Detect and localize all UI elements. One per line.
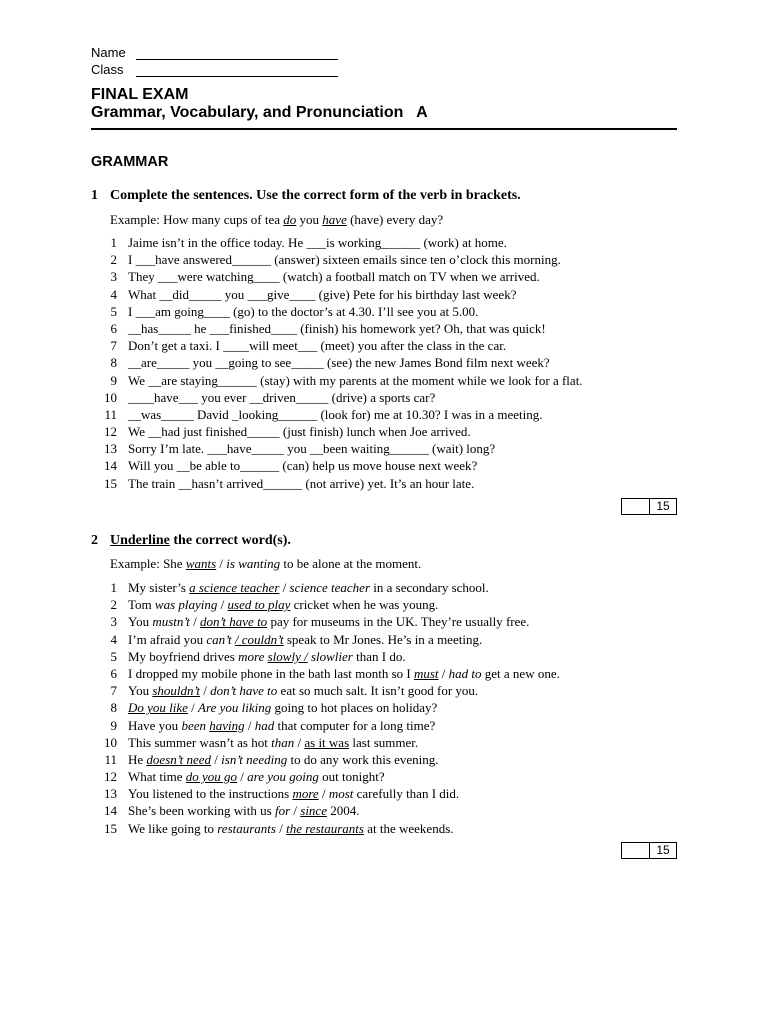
exam-subtitle-text: Grammar, Vocabulary, and Pronunciation A [91, 104, 428, 121]
text-segment: Example: How many cups of tea [110, 212, 284, 227]
text-segment: He [128, 751, 147, 767]
question-item [91, 596, 691, 613]
item-number: 15 [104, 820, 117, 836]
text-segment: / [290, 803, 301, 819]
text-segment: What time [128, 769, 186, 785]
item-text [128, 768, 385, 785]
q2-score-input[interactable] [622, 843, 650, 858]
item-number: 3 [110, 614, 117, 630]
text-segment: My sister’s [128, 580, 190, 595]
text-segment: Example: She [110, 556, 186, 571]
text-segment: You [128, 683, 153, 699]
question-item [91, 579, 691, 596]
item-text: __are_____ you __going to see_____ (see) the new James Bond film next week? [128, 355, 550, 371]
answer-option[interactable]: are you going [247, 769, 319, 785]
item-number: 7 [110, 683, 117, 699]
answer-option[interactable]: science teacher [289, 580, 370, 595]
text-segment: at the weekends. [363, 820, 454, 836]
text-segment: / [438, 665, 449, 681]
item-number: 1 [110, 580, 117, 595]
text-segment: last summer. [349, 734, 419, 750]
item-number: 6 [110, 320, 117, 336]
q1-instruction: Complete the sentences. Use the correct form of the verb in brackets. [110, 188, 521, 203]
text-segment: Have you [128, 717, 182, 733]
text-segment: / [189, 614, 201, 630]
item-number: 10 [104, 389, 117, 405]
answer-option[interactable]: been [181, 717, 210, 733]
question-item [91, 457, 691, 474]
text-segment: / [217, 597, 228, 613]
question-item [91, 768, 691, 785]
answer-option-underlined[interactable]: having [209, 717, 245, 733]
header-divider [91, 128, 677, 130]
question-item [91, 665, 691, 682]
text-segment: / [216, 556, 227, 571]
answer-option-underlined[interactable]: doesn’t need [146, 751, 212, 767]
item-text: They ___were watching____ (watch) a football match on TV when we arrived. [128, 269, 540, 285]
q2-score-box [621, 842, 677, 859]
answer-option[interactable]: slowlier [310, 648, 353, 664]
text-segment: I dropped my mobile phone in the bath last month so I [128, 665, 414, 681]
item-number: 2 [110, 597, 117, 613]
q2-score-total: 15 [656, 843, 670, 857]
question-item [91, 699, 691, 716]
item-text [128, 785, 459, 802]
item-number: 14 [104, 458, 117, 474]
text-segment: to do any work this evening. [287, 751, 439, 767]
text-segment: carefully than I did. [353, 786, 460, 802]
exam-subtitle [91, 104, 428, 122]
question-item [91, 320, 691, 337]
answer-option-underlined[interactable]: more [292, 786, 319, 802]
question-item [91, 286, 691, 303]
item-text: ____have___ you ever __driven_____ (drive) a sports car? [128, 389, 436, 405]
question-item [91, 631, 691, 648]
answer-option-underlined[interactable]: Do you like [128, 700, 188, 716]
text-segment: pay for museums in the UK. They’re usually free. [267, 614, 530, 630]
question-item [91, 785, 691, 802]
item-text [128, 596, 438, 613]
item-text [128, 751, 439, 768]
answer-option-underlined[interactable]: used to play [227, 597, 291, 613]
q2-heading [91, 533, 291, 549]
item-text [128, 648, 406, 665]
item-number: 7 [110, 338, 117, 354]
item-text: Will you __be able to______ (can) help us move house next week? [128, 458, 478, 474]
text-segment: / [200, 683, 211, 699]
question-item [91, 802, 691, 819]
item-number: 4 [110, 631, 117, 647]
item-number: 11 [104, 406, 117, 422]
q1-score-total: 15 [656, 499, 670, 513]
item-text [128, 717, 435, 734]
text-segment: to be alone at the moment. [280, 556, 422, 571]
q1-score-input[interactable] [622, 499, 650, 514]
text-segment: out tonight? [318, 769, 385, 785]
text-segment: than I do. [352, 648, 406, 664]
text-segment: / [294, 734, 305, 750]
answer-option[interactable]: most [328, 786, 354, 802]
answer-option[interactable]: more [238, 648, 268, 664]
answer-option-underlined[interactable]: have [322, 212, 347, 227]
answer-option-underlined[interactable]: do you go [185, 769, 238, 785]
question-item [91, 372, 691, 389]
text-segment: that computer for a long time? [274, 717, 436, 733]
question-item [91, 717, 691, 734]
item-text [128, 802, 359, 819]
item-text: __has_____ he ___finished____ (finish) his homework yet? Oh, that was quick! [128, 320, 546, 336]
answer-option-underlined[interactable]: / couldn’t [234, 631, 284, 647]
item-number: 9 [110, 372, 117, 388]
answer-option-underlined[interactable]: wants [185, 556, 217, 571]
q2-instruction-rest: the correct word(s). [169, 533, 291, 548]
question-item [91, 423, 691, 440]
item-number: 13 [104, 441, 117, 457]
text-segment: / [244, 717, 255, 733]
item-number: 6 [110, 665, 117, 681]
item-text: We __are staying______ (stay) with my parents at the moment while we look for a flat. [128, 372, 583, 388]
q1-items-list [91, 234, 691, 492]
text-segment: eat so much salt. It isn’t good for you. [277, 683, 479, 699]
item-text [128, 734, 418, 751]
item-text [128, 682, 478, 699]
text-segment: You [128, 614, 153, 630]
item-text [128, 665, 560, 682]
item-number: 12 [104, 769, 117, 785]
text-segment: / [275, 820, 287, 836]
question-item [91, 337, 691, 354]
answer-option[interactable]: Are you liking [198, 700, 272, 716]
q2-number: 2 [91, 533, 98, 548]
item-text [128, 579, 489, 596]
class-field [91, 62, 124, 77]
q1-heading [91, 188, 521, 204]
question-item [91, 682, 691, 699]
item-number: 9 [110, 717, 117, 733]
item-number: 11 [104, 751, 117, 767]
text-segment: / [187, 700, 199, 716]
answer-option-underlined[interactable]: the restaurants [286, 820, 364, 836]
answer-option-underlined[interactable]: slowly / [267, 648, 308, 664]
text-segment: cricket when he was young. [290, 597, 439, 613]
answer-option[interactable]: mustn’t [152, 614, 190, 630]
item-number: 15 [104, 475, 117, 491]
q1-number: 1 [91, 188, 98, 203]
question-item [91, 406, 691, 423]
text-segment: You listened to the instructions [128, 786, 293, 802]
text-segment: / [279, 580, 290, 595]
item-number: 5 [110, 303, 117, 319]
question-item [91, 303, 691, 320]
question-item [91, 354, 691, 371]
answer-option[interactable]: isn’t needing [221, 751, 288, 767]
q1-score-box [621, 498, 677, 515]
answer-option[interactable]: can’t [206, 631, 232, 647]
text-segment: This summer wasn’t as hot [128, 734, 272, 750]
q2-example [110, 556, 421, 572]
name-field [91, 45, 126, 60]
item-text: Jaime isn’t in the office today. He ___is working______ (work) at home. [128, 235, 507, 250]
answer-option[interactable]: for [274, 803, 291, 819]
answer-option-underlined[interactable]: shouldn’t [152, 683, 201, 699]
answer-option[interactable]: than [271, 734, 295, 750]
answer-option-underlined[interactable]: as it was [304, 734, 350, 750]
answer-option-underlined[interactable]: must [413, 665, 439, 681]
item-text [128, 699, 437, 716]
item-number: 4 [110, 286, 117, 302]
item-number: 8 [110, 700, 117, 716]
question-item [91, 734, 691, 751]
text-segment: / [318, 786, 329, 802]
item-number: 8 [110, 355, 117, 371]
text-segment: She’s been working with us [128, 803, 275, 819]
question-item [91, 820, 691, 837]
item-text: Sorry I’m late. ___have_____ you __been waiting______ (wait) long? [128, 441, 496, 457]
question-item [91, 251, 691, 268]
text-segment: get a new one. [481, 665, 560, 681]
question-item [91, 613, 691, 630]
text-segment: (have) every day? [346, 212, 444, 227]
q2-items-list [91, 579, 691, 837]
text-segment: I’m afraid you [128, 631, 207, 647]
question-item [91, 648, 691, 665]
answer-option[interactable]: was playing [154, 597, 218, 613]
item-text: I ___am going____ (go) to the doctor’s at 4.30. I’ll see you at 5.00. [128, 303, 479, 319]
question-item [91, 234, 691, 251]
item-text: What __did_____ you ___give____ (give) Pete for his birthday last week? [128, 286, 517, 302]
section-title: GRAMMAR [91, 154, 169, 170]
answer-option-underlined[interactable]: a science teacher [189, 580, 280, 595]
item-text [128, 820, 454, 837]
item-text [128, 613, 529, 630]
class-blank-line[interactable] [136, 76, 338, 77]
question-item [91, 389, 691, 406]
answer-option[interactable]: restaurants [217, 820, 276, 836]
item-number: 1 [110, 235, 117, 250]
item-number: 3 [110, 269, 117, 285]
text-segment: We like going to [128, 820, 218, 836]
name-blank-line[interactable] [136, 59, 338, 60]
item-number: 14 [104, 803, 117, 819]
item-number: 13 [104, 786, 117, 802]
item-text: The train __hasn’t arrived______ (not arrive) yet. It’s an hour late. [128, 475, 475, 491]
item-text: Don’t get a taxi. I ____will meet___ (meet) you after the class in the car. [128, 338, 507, 354]
text-segment: Tom [128, 597, 155, 613]
answer-option[interactable]: is wanting [226, 556, 281, 571]
text-segment: speak to Mr Jones. He’s in a meeting. [283, 631, 483, 647]
answer-option-underlined[interactable]: since [300, 803, 327, 819]
text-segment: / [237, 769, 248, 785]
q2-instruction-underlined: Underline [110, 533, 170, 548]
name-label: Name [91, 45, 126, 60]
text-segment: 2004. [326, 803, 360, 819]
question-item [91, 268, 691, 285]
exam-title: FINAL EXAM [91, 86, 189, 103]
item-number: 12 [104, 424, 117, 440]
item-number: 5 [110, 648, 117, 664]
text-segment: going to hot places on holiday? [271, 700, 438, 716]
item-text: I ___have answered______ (answer) sixteen emails since ten o’clock this morning. [128, 252, 561, 268]
item-text: We __had just finished_____ (just finish) lunch when Joe arrived. [128, 424, 471, 440]
answer-option-underlined[interactable]: don’t have to [200, 614, 268, 630]
item-text: __was_____ David _looking______ (look for) me at 10.30? I was in a meeting. [128, 406, 543, 422]
question-item [91, 440, 691, 457]
answer-option[interactable]: don’t have to [210, 683, 278, 699]
question-item [91, 751, 691, 768]
answer-option[interactable]: had [254, 717, 275, 733]
text-segment: you [296, 212, 323, 227]
answer-option-underlined[interactable]: do [283, 212, 297, 227]
text-segment: in a secondary school. [370, 580, 489, 595]
class-label: Class [91, 62, 124, 77]
text-segment: / [211, 751, 222, 767]
text-segment: My boyfriend drives [128, 648, 239, 664]
answer-option[interactable]: had to [448, 665, 482, 681]
q1-example [110, 212, 443, 228]
item-text [128, 631, 482, 648]
question-item [91, 475, 691, 492]
item-number: 2 [110, 252, 117, 268]
item-number: 10 [104, 734, 117, 750]
